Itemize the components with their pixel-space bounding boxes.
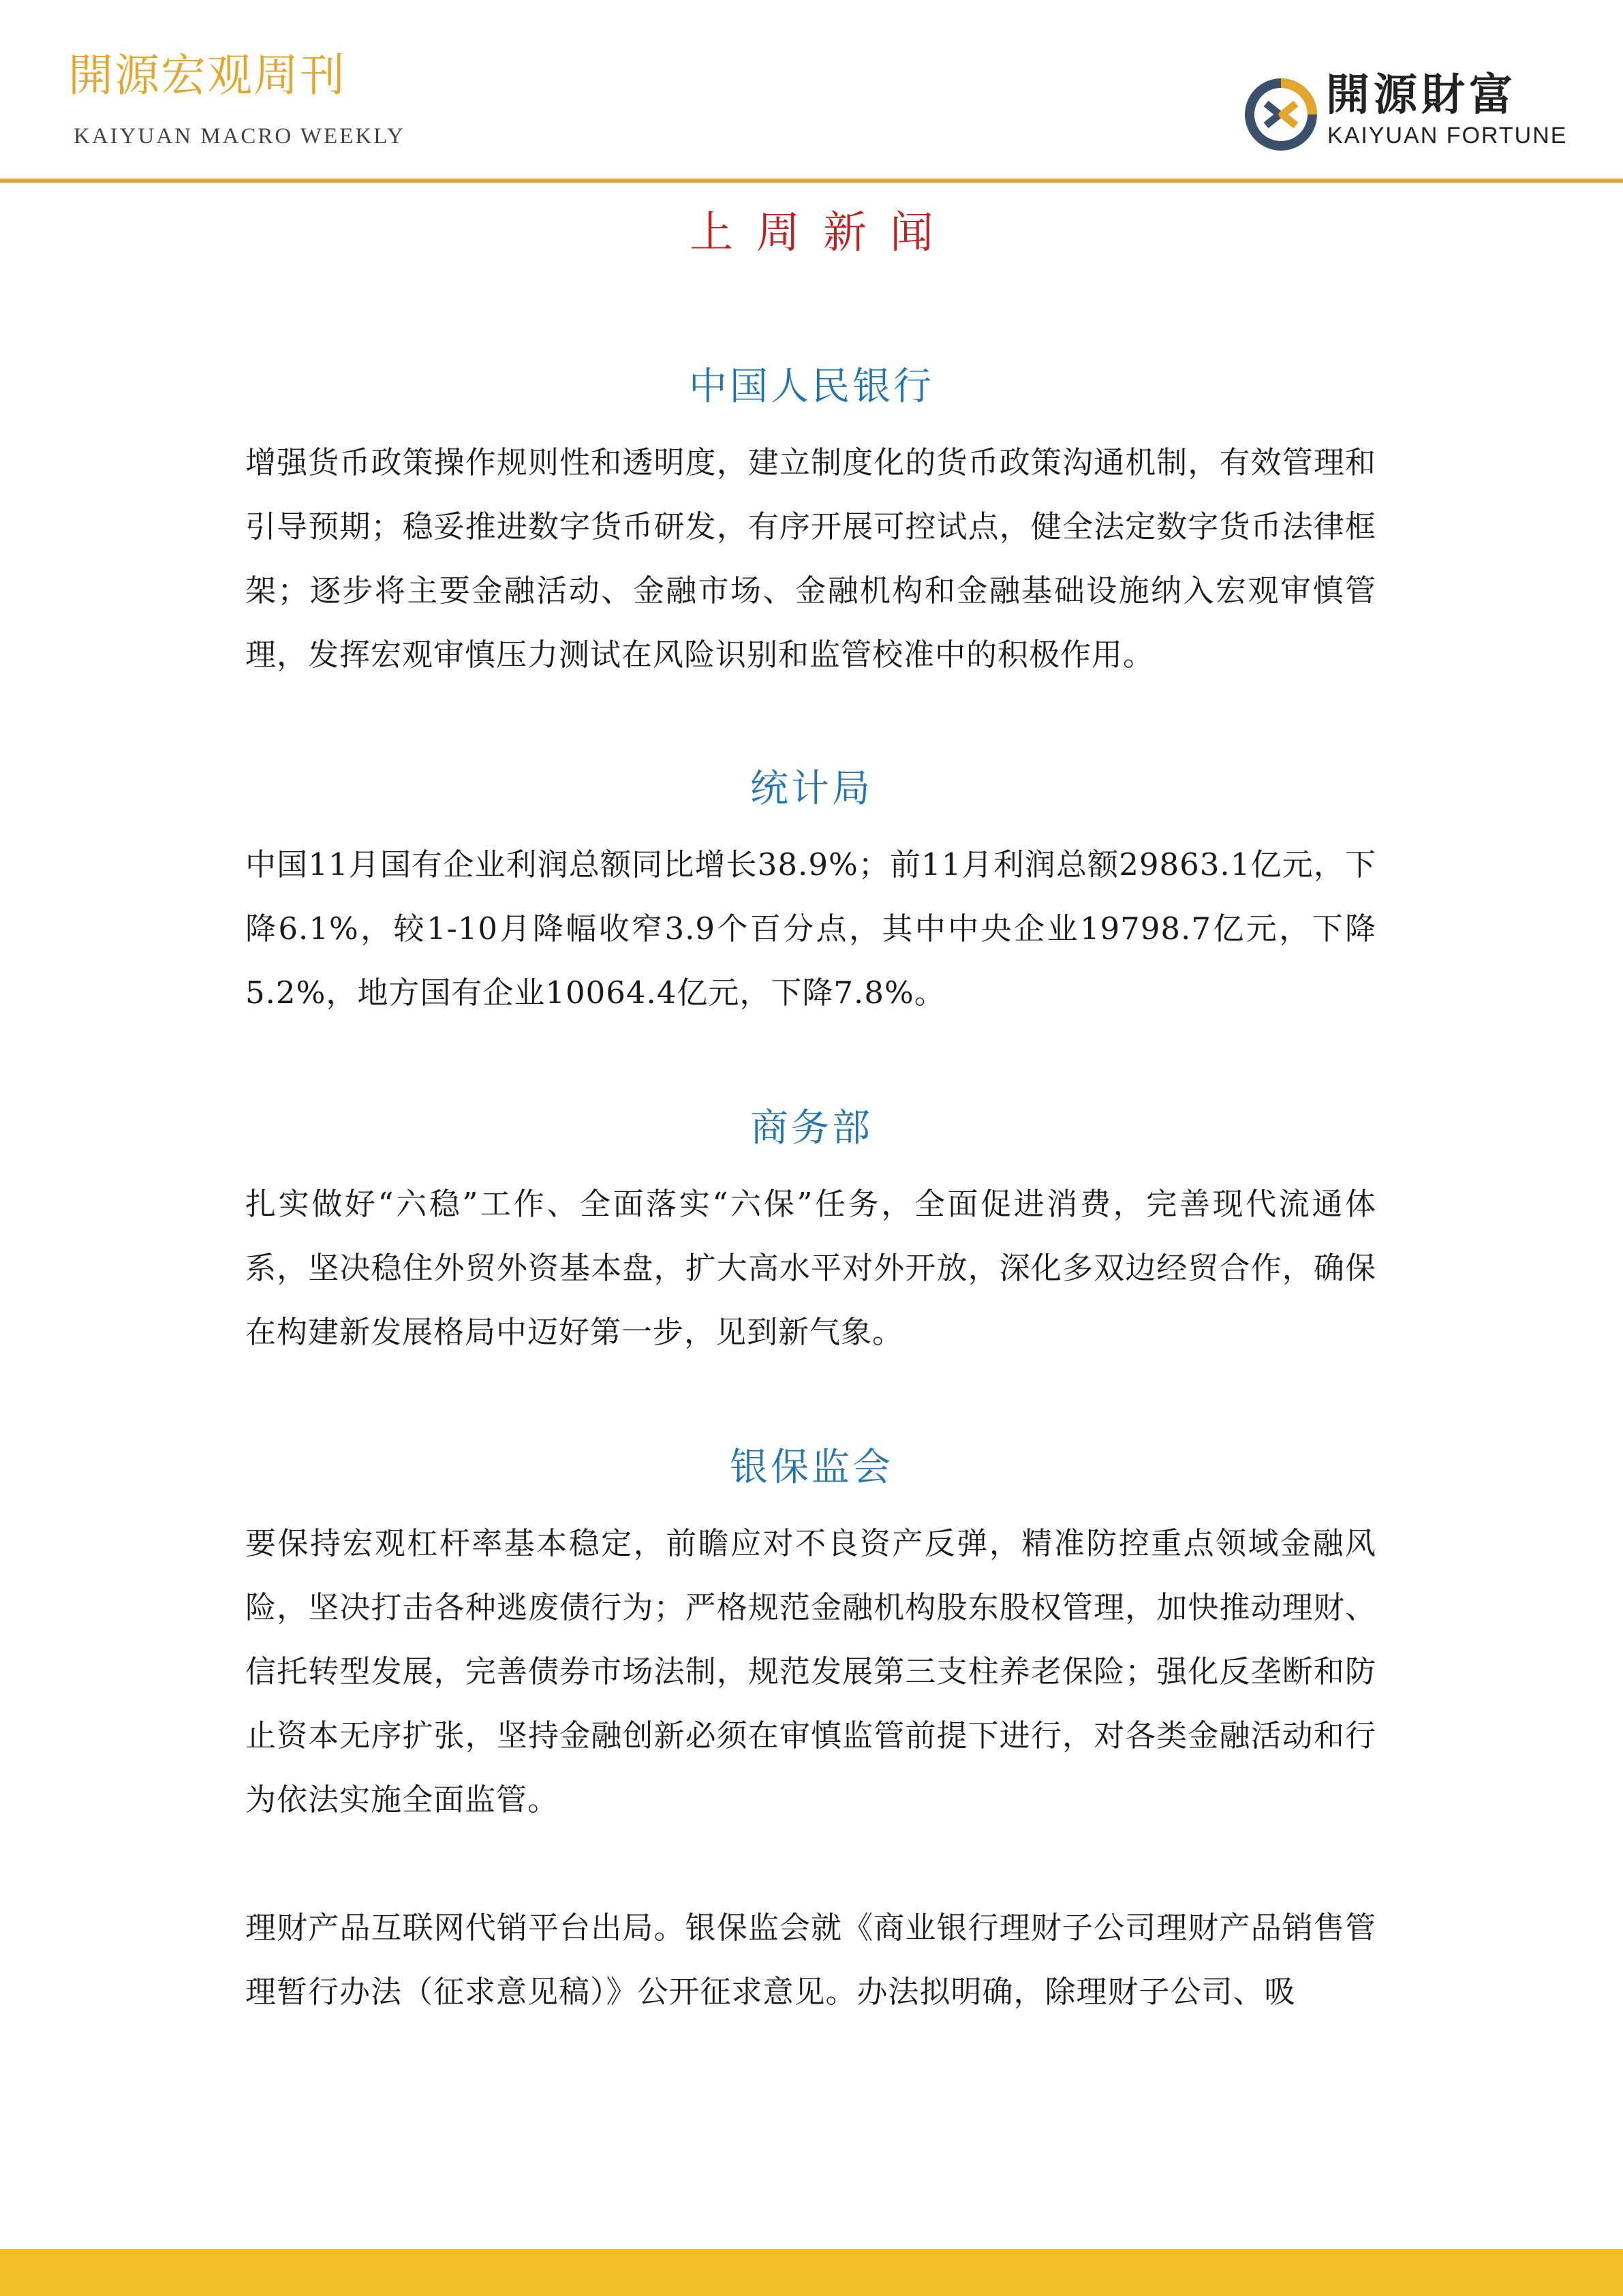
section-paragraph-cbirc: 要保持宏观杠杆率基本稳定，前瞻应对不良资产反弹，精准防控重点领域金融风险，坚决打击各种逃废债行为；严格规范金融机构股东股权管理，加快推动理财、信托转型发展，完善债券市场法制，规范发展第三支柱养老保险；强化反垄断和防止资本无序扩张，坚持金融创新必须在审慎监管前提下进行，对各类金融活动和行为依法实施全面监管。 xyxy=(245,1525,1376,1818)
section-heading-pboc: 中国人民银行 xyxy=(689,365,934,409)
logo-chinese-name: 開源財富 xyxy=(1326,70,1517,121)
logo-english-name: KAIYUAN FORTUNE xyxy=(1327,123,1568,149)
publication-subtitle: KAIYUAN MACRO WEEKLY xyxy=(74,124,405,149)
section-paragraph-mofcom: 扎实做好“六稳”工作、全面落实“六保”任务，全面促进消费，完善现代流通体系，坚决稳住外贸外资基本盘，扩大高水平对外开放，深化多双边经贸合作，确保在构建新发展格局中迈好第一步，见到新气象。 xyxy=(245,1186,1376,1350)
company-logo xyxy=(1239,68,1568,157)
page-title: 上周新闻 xyxy=(690,208,957,258)
section-paragraph-stats-bureau: 中国11月国有企业利润总额同比增长38.9%；前11月利润总额29863.1亿元，下降6.1%，较1-10月降幅收窄3.9个百分点，其中中央企业19798.7亿元，下降5.2%，地方国有企业10064.4亿元，下降7.8%。 xyxy=(245,846,1376,1011)
section-heading-mofcom: 商务部 xyxy=(750,1106,873,1150)
section-paragraph-cbirc-wealth: 理财产品互联网代销平台出局。银保监会就《商业银行理财子公司理财产品销售管理暂行办法（征求意见稿）》公开征求意见。办法拟明确，除理财子公司、吸 xyxy=(245,1910,1376,2010)
kaiyuan-logo-icon xyxy=(1243,76,1319,153)
section-paragraph-pboc: 增强货币政策操作规则性和透明度，建立制度化的货币政策沟通机制，有效管理和引导预期；稳妥推进数字货币研发，有序开展可控试点，健全法定数字货币法律框架；逐步将主要金融活动、金融市场、金融机构和金融基础设施纳入宏观审慎管理，发挥宏观审慎压力测试在风险识别和监管校准中的积极作用。 xyxy=(245,444,1376,673)
footer-bar xyxy=(0,2249,1623,2296)
section-heading-cbirc: 银保监会 xyxy=(730,1445,893,1490)
header-divider xyxy=(0,179,1623,183)
publication-title: 開源宏观周刊 xyxy=(68,49,346,102)
section-heading-stats-bureau: 统计局 xyxy=(750,767,873,811)
